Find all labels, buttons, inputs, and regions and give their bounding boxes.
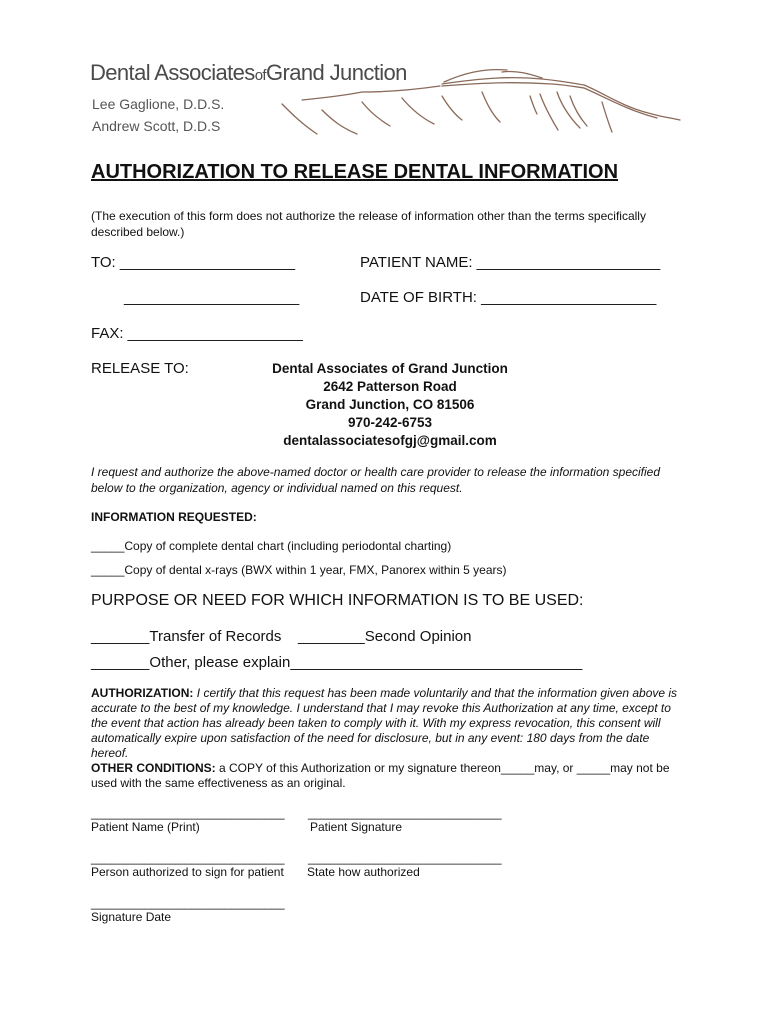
patient-name-print-label: Patient Name (Print) xyxy=(91,820,200,834)
form-title: AUTHORIZATION TO RELEASE DENTAL INFORMATION xyxy=(91,161,619,183)
address-street: 2642 Patterson Road xyxy=(323,379,457,394)
info-item-dental-chart[interactable]: _____Copy of complete dental chart (including periodontal charting) xyxy=(91,539,452,553)
patient-signature-label: Patient Signature xyxy=(310,820,403,834)
doctor-name-1: Lee Gaglione, D.D.S. xyxy=(92,96,225,112)
authorization-text: I certify that this request has been made voluntarily and that the information given above is accurate to the best of my knowledge. I understand that I may revoke this Authorization at any time, except to the event that action has already been taken to comply with it. With my express revocation, this consent will automatically expire upon satisfaction of the need for disclosure, but in any event: 180 days from the date hereof. xyxy=(91,686,678,760)
authorization-label: AUTHORIZATION: xyxy=(91,686,194,700)
logo-main: Dental Associates xyxy=(90,60,255,85)
state-how-authorized-label: State how authorized xyxy=(307,865,420,879)
date-of-birth-field[interactable]: DATE OF BIRTH: _____________________ xyxy=(360,289,657,306)
doctor-name-2: Andrew Scott, D.D.S xyxy=(92,118,221,134)
logo-tail: Grand Junction xyxy=(266,60,407,85)
person-authorized-label: Person authorized to sign for patient xyxy=(91,865,284,879)
info-requested-heading: INFORMATION REQUESTED: xyxy=(91,510,257,524)
address-phone: 970-242-6753 xyxy=(347,415,433,430)
to-field-line-2[interactable]: _____________________ xyxy=(124,289,300,306)
form-disclaimer: (The execution of this form does not authorize the release of information other than the terms specifically described below.) xyxy=(91,209,646,239)
patient-name-field[interactable]: PATIENT NAME: ______________________ xyxy=(360,254,661,271)
signature-line-person-authorized[interactable]: _____________________________ xyxy=(91,851,285,865)
authorization-paragraph xyxy=(91,686,681,791)
purpose-other[interactable]: _______Other, please explain___________________________________ xyxy=(91,654,583,671)
other-conditions-text: a COPY of this Authorization or my signature thereon_____may, or _____may not be used with the same effectiveness as an original. xyxy=(91,761,670,790)
signature-line-patient-signature[interactable]: _____________________________ xyxy=(308,806,502,820)
address-email: dentalassociatesofgj@gmail.com xyxy=(283,433,497,448)
logo-of: of xyxy=(254,67,266,84)
signature-line-state-how[interactable]: _____________________________ xyxy=(308,851,502,865)
purpose-second-opinion[interactable]: ________Second Opinion xyxy=(298,628,472,645)
other-conditions-label: OTHER CONDITIONS: xyxy=(91,761,216,775)
mountain-logo-icon xyxy=(262,52,682,152)
signature-line-patient-name[interactable]: _____________________________ xyxy=(91,806,285,820)
info-item-xrays[interactable]: _____Copy of dental x-rays (BWX within 1 year, FMX, Panorex within 5 years) xyxy=(91,563,507,577)
purpose-transfer-records[interactable]: _______Transfer of Records xyxy=(91,628,282,645)
signature-line-date[interactable]: _____________________________ xyxy=(91,896,285,910)
release-to-label: RELEASE TO: xyxy=(91,360,189,377)
purpose-heading: PURPOSE OR NEED FOR WHICH INFORMATION IS TO BE USED: xyxy=(91,592,584,609)
fax-field[interactable]: FAX: _____________________ xyxy=(91,325,303,342)
request-statement: I request and authorize the above-named doctor or health care provider to release the information specified below to the organization, agency or individual named on this request. xyxy=(91,465,661,495)
to-field[interactable]: TO: _____________________ xyxy=(91,254,296,271)
address-name: Dental Associates of Grand Junction xyxy=(272,361,508,376)
release-address xyxy=(240,360,540,450)
signature-date-label: Signature Date xyxy=(91,910,172,924)
address-city: Grand Junction, CO 81506 xyxy=(305,397,475,412)
